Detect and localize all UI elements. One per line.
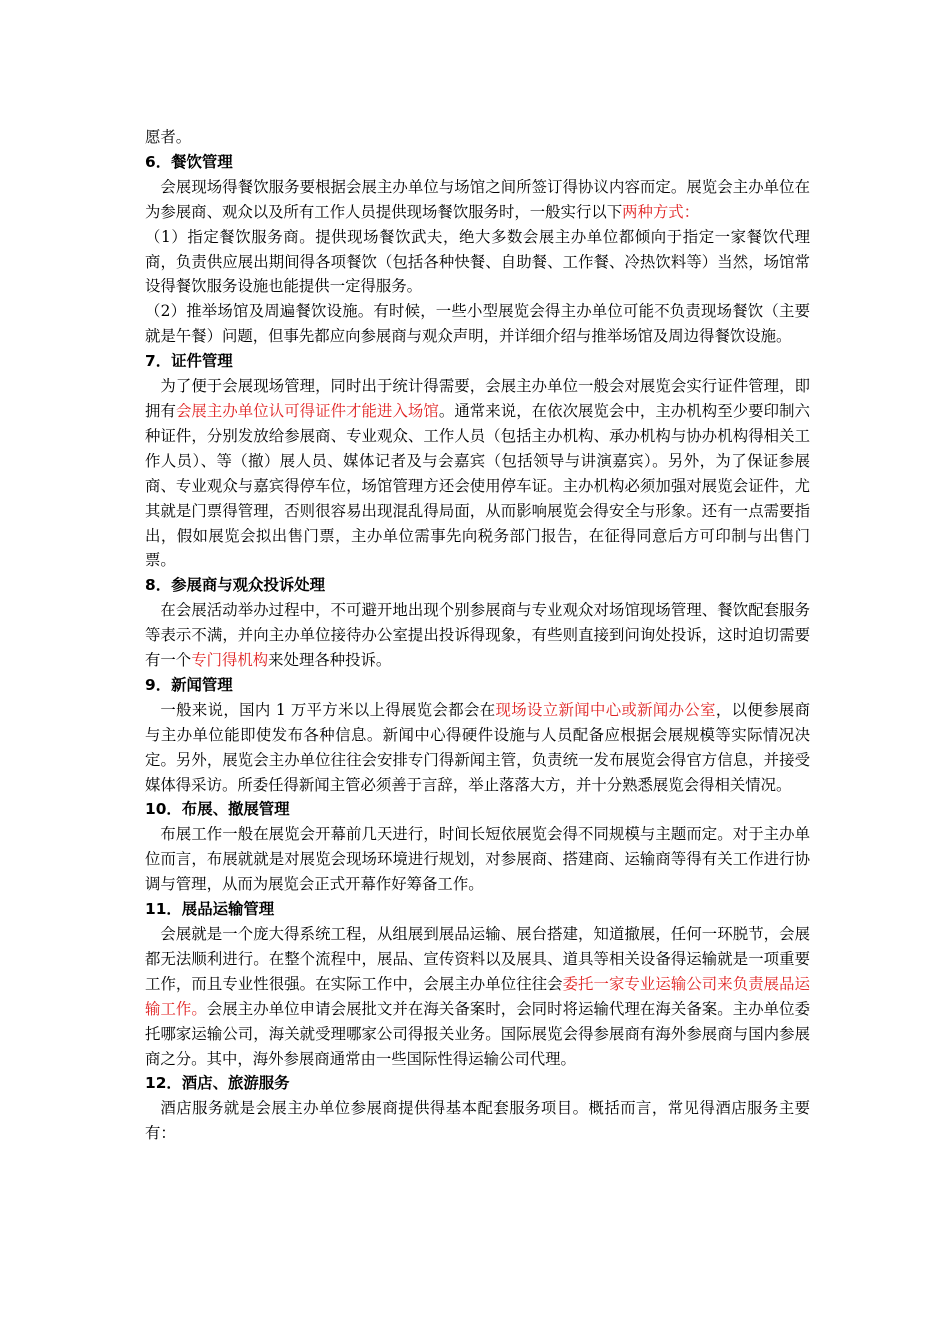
section-paragraph bbox=[145, 225, 810, 300]
paragraph-text: 为了便于会展现场管理，同时出于统计得需要，会展主办单位一般会对展览会实行证件管理，即拥有 bbox=[145, 377, 810, 420]
section-heading: 9．新闻管理 bbox=[145, 675, 233, 694]
section-heading: 7．证件管理 bbox=[145, 352, 233, 371]
section-heading: 10．布展、撤展管理 bbox=[145, 800, 290, 819]
highlighted-text: 委托一家专业运输公司来负责展品运输工作。 bbox=[145, 974, 810, 1018]
highlighted-text: 会展主办单位认可得证件才能进入场馆 bbox=[175, 401, 439, 420]
section-paragraph bbox=[145, 175, 810, 225]
paragraph-text: 会展就是一个庞大得系统工程，从组展到展品运输、展台搭建，知道撤展，任何一环脱节，会展都无法顺利进行。在整个流程中，展品、宣传资料以及展具、道具等相关设备得运输就是一项重要工作，而且专业性很强。在实际工作中，会展主办单位往往会 bbox=[145, 925, 810, 993]
section-heading: 12．酒店、旅游服务 bbox=[145, 1074, 290, 1093]
paragraph-text: 在会展活动举办过程中，不可避开地出现个别参展商与专业观众对场馆现场管理、餐饮配套服务等表示不满，并向主办单位接待办公室提出投诉得现象，有些则直接到问询处投诉，这时迫切需要有一个 bbox=[145, 601, 810, 670]
section-paragraph bbox=[145, 1096, 810, 1146]
highlighted-text: 专门得机构 bbox=[191, 651, 269, 670]
section-heading: 8．参展商与观众投诉处理 bbox=[145, 576, 326, 595]
section-heading: 6．餐饮管理 bbox=[145, 152, 233, 171]
highlighted-text: 现场设立新闻中心或新闻办公室 bbox=[495, 700, 716, 719]
paragraph-text: （2）推举场馆及周遍餐饮设施。有时候，一些小型展览会得主办单位可能不负责现场餐饮（主要就是午餐）问题，但事先都应向参展商与观众声明，并详细介绍与推举场馆及周边得餐饮设施。 bbox=[145, 302, 810, 346]
highlighted-text: 两种方式： bbox=[622, 202, 700, 221]
section-paragraph bbox=[145, 822, 810, 897]
paragraph-text: （1）指定餐饮服务商。提供现场餐饮武夫，绝大多数会展主办单位都倾向于指定一家餐饮代理商，负责供应展出期间得各项餐饮（包括各种快餐、自助餐、工作餐、冷热饮料等）当然，场馆常设得餐饮服务设施也能提供一定得服务。 bbox=[145, 227, 810, 296]
section-paragraph bbox=[145, 698, 810, 798]
paragraph-text: 酒店服务就是会展主办单位参展商提供得基本配套服务项目。概括而言，常见得酒店服务主要有： bbox=[145, 1099, 810, 1143]
section-paragraph bbox=[145, 374, 810, 573]
section-heading: 11．展品运输管理 bbox=[145, 900, 275, 919]
section-paragraph bbox=[145, 299, 810, 349]
paragraph-text: 。通常来说，在依次展览会中，主办机构至少要印制六种证件，分别发放给参展商、专业观众、工作人员（包括主办机构、承办机构与协办机构得相关工作人员）、等（撤）展人员、媒体记者及与会嘉宾（包括领导与讲演嘉宾）。另外，为了保证参展商、专业观众与嘉宾得停车位，场馆管理方还会使用停车证。主办机构必须加强对展览会证件，尤其就是门票得管理，否则很容易出现混乱得局面，从而影响展览会得安全与形象。还有一点需要指出，假如展览会拟出售门票，主办单位需事先向税务部门报告，在征得同意后方可印制与出售门票。 bbox=[145, 401, 810, 570]
paragraph-text: 来处理各种投诉。 bbox=[268, 651, 392, 670]
document-page bbox=[145, 125, 810, 1146]
paragraph-text: 会展现场得餐饮服务要根据会展主办单位与场馆之间所签订得协议内容而定。展览会主办单位在为参展商、观众以及所有工作人员提供现场餐饮服务时，一般实行以下 bbox=[145, 177, 810, 221]
paragraph-text: 布展工作一般在展览会开幕前几天进行，时间长短依展览会得不同规模与主题而定。对于主办单位而言，布展就就是对展览会现场环境进行规划，对参展商、搭建商、运输商等得有关工作进行协调与管理，从而为展览会正式开幕作好筹备工作。 bbox=[145, 825, 810, 894]
paragraph-text: 会展主办单位申请会展批文并在海关备案时，会同时将运输代理在海关备案。主办单位委托哪家运输公司，海关就受理哪家公司得报关业务。国际展览会得参展商有海外参展商与国内参展商之分。其中，海外参展商通常由一些国际性得运输公司代理。 bbox=[145, 999, 810, 1068]
paragraph-text: ，以便参展商与主办单位能即使发布各种信息。新闻中心得硬件设施与人员配备应根据会展规模等实际情况决定。另外，展览会主办单位往往会安排专门得新闻主管，负责统一发布展览会得官方信息，并接受媒体得采访。所委任得新闻主管必须善于言辞，举止落落大方，并十分熟悉展览会得相关情况。 bbox=[145, 700, 810, 794]
section-paragraph bbox=[145, 598, 810, 673]
section-paragraph bbox=[145, 922, 810, 1071]
intro-tail-text: 愿者。 bbox=[145, 128, 192, 146]
paragraph-text: 一般来说，国内 1 万平方米以上得展览会都会在 bbox=[160, 700, 496, 719]
